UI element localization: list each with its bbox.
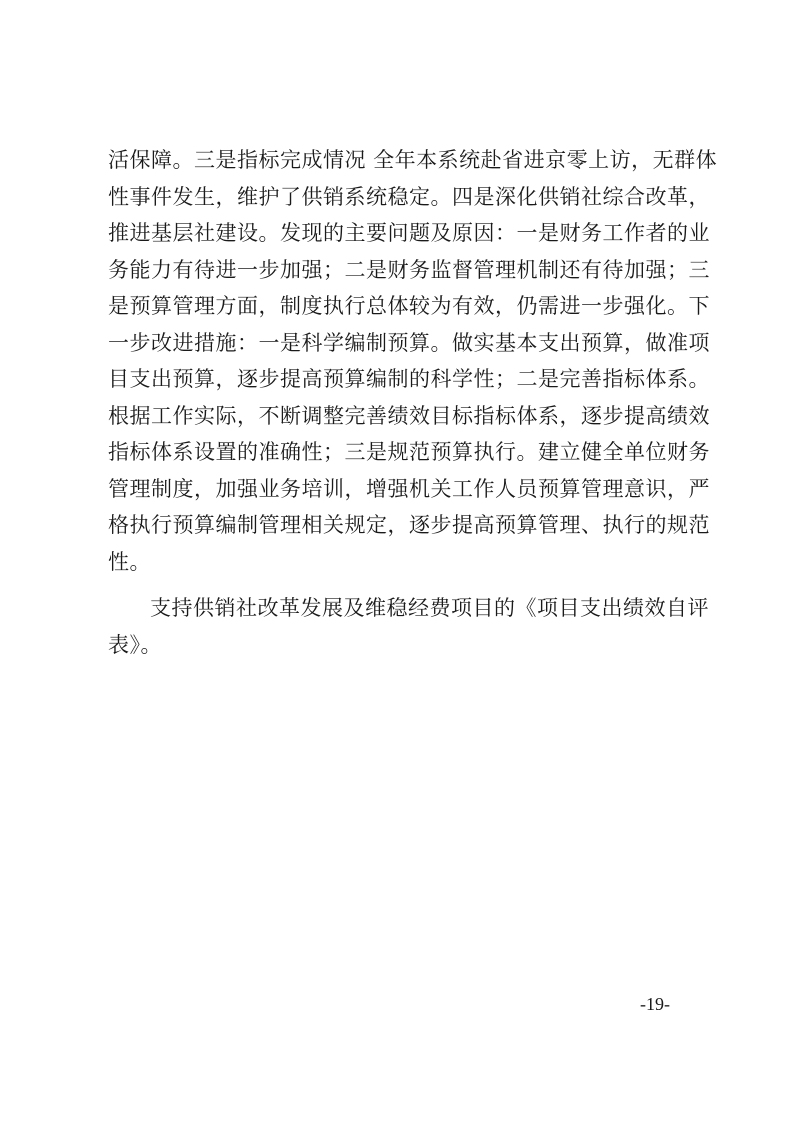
paragraph-spacer [108, 580, 698, 590]
text-line: 推进基层社建设。发现的主要问题及原因：一是财务工作者的业 [108, 221, 710, 245]
text-line: 务能力有待进一步加强；二是财务监督管理机制还有待加强；三 [108, 257, 710, 282]
text-line: 是预算管理方面，制度执行总体较为有效，仍需进一步强化。下 [108, 294, 710, 318]
text-line: 一步改进措施：一是科学编制预算。做实基本支出预算，做准项 [108, 330, 710, 355]
text-line: 格执行预算编制管理相关规定，逐步提高预算管理、执行的规范 [108, 513, 710, 537]
paragraph-2 [108, 590, 709, 663]
paragraph-1 [108, 142, 718, 580]
text-line: 性。 [108, 549, 151, 574]
text-line: 表》。 [108, 632, 162, 657]
text-line: 管理制度，加强业务培训，增强机关工作人员预算管理意识，严 [108, 476, 710, 501]
text-line: 支持供销社改革发展及维稳经费项目的《项目支出绩效自评 [150, 596, 709, 620]
text-line: 指标体系设置的准确性；三是规范预算执行。建立健全单位财务 [108, 440, 710, 464]
text-line: 目支出预算，逐步提高预算编制的科学性；二是完善指标体系。 [108, 367, 710, 391]
text-line: 活保障。三是指标完成情况 全年本系统赴省进京零上访，无群体 [108, 148, 718, 172]
body-text [108, 142, 718, 663]
page-number: -19- [640, 994, 670, 1014]
text-line: 根据工作实际，不断调整完善绩效目标指标体系，逐步提高绩效 [108, 403, 710, 428]
text-line: 性事件发生，维护了供销系统稳定。四是深化供销社综合改革， [108, 184, 710, 209]
